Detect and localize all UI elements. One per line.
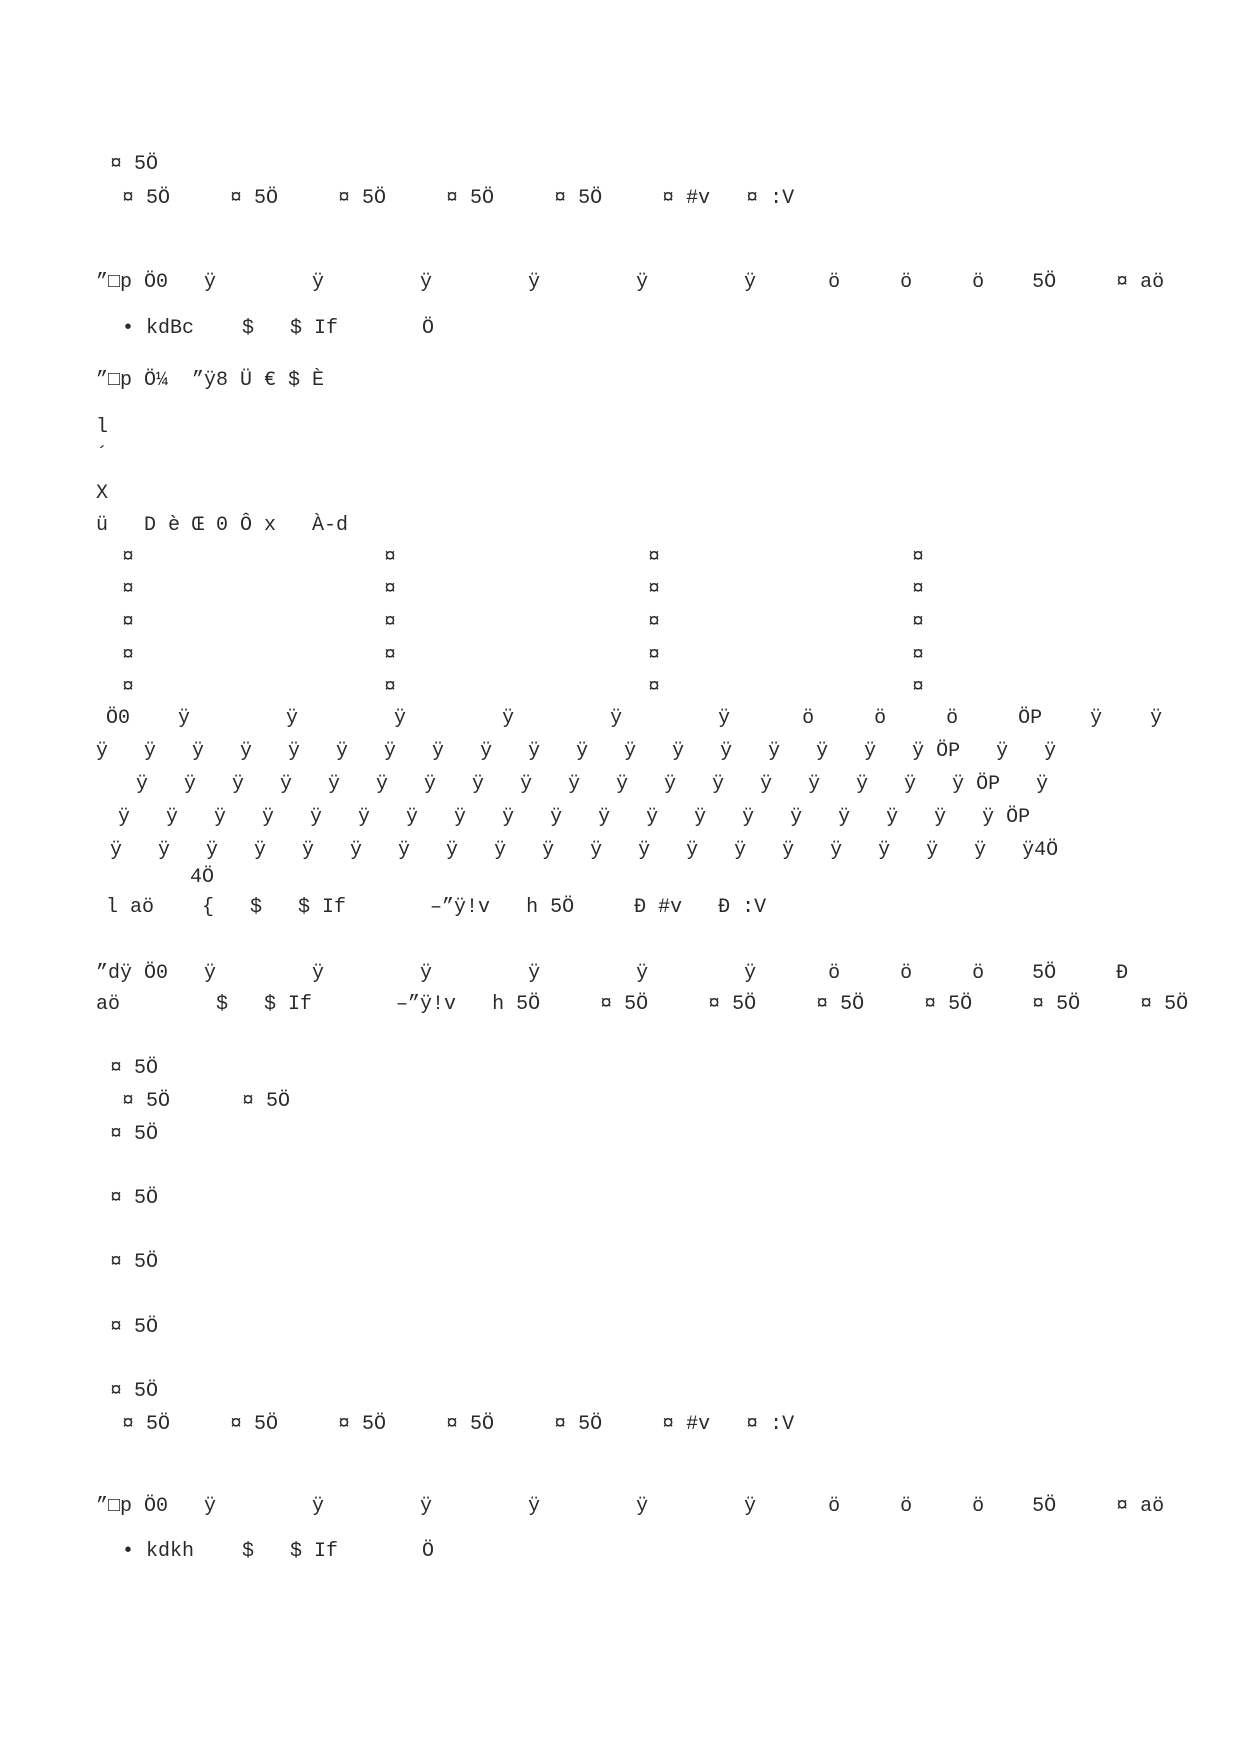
- symbol-cell: ¤: [122, 578, 135, 601]
- symbol-cell: ¤: [384, 644, 397, 667]
- symbol-cell: ¤: [648, 611, 661, 634]
- symbol-cell: ¤: [122, 546, 135, 569]
- symbol-cell: ¤: [648, 578, 661, 601]
- symbol-cell: ¤: [912, 578, 925, 601]
- symbol-cell: ¤: [384, 578, 397, 601]
- text-line: ÿ ÿ ÿ ÿ ÿ ÿ ÿ ÿ ÿ ÿ ÿ ÿ ÿ ÿ ÿ ÿ ÿ ÿ ÿ ÿ4Ö: [110, 839, 1059, 862]
- text-line: Ö0 ÿ ÿ ÿ ÿ ÿ ÿ ö ö ö ÖP ÿ ÿ: [106, 707, 1163, 730]
- text-line: ”□p Ö¼ ”ÿ8 Ü € $ È: [96, 369, 325, 392]
- text-line: ¤ 5Ö: [110, 153, 159, 176]
- text-line: X: [96, 482, 109, 505]
- text-line: ”□p Ö0 ÿ ÿ ÿ ÿ ÿ ÿ ö ö ö 5Ö ¤ aö: [96, 271, 1165, 294]
- symbol-cell: ¤: [122, 676, 135, 699]
- text-line: l: [96, 416, 109, 439]
- text-line: ÿ ÿ ÿ ÿ ÿ ÿ ÿ ÿ ÿ ÿ ÿ ÿ ÿ ÿ ÿ ÿ ÿ ÿ ÖP ÿ ÿ: [96, 740, 1057, 763]
- text-line: ¤ 5Ö: [110, 1251, 159, 1274]
- text-line: ÿ ÿ ÿ ÿ ÿ ÿ ÿ ÿ ÿ ÿ ÿ ÿ ÿ ÿ ÿ ÿ ÿ ÿ ÿ ÖP: [118, 806, 1031, 829]
- text-line: ¤ 5Ö: [110, 1187, 159, 1210]
- symbol-cell: ¤: [912, 676, 925, 699]
- bullet-line: • kdkh $ $ If Ö: [122, 1540, 435, 1563]
- text-line: ¤ 5Ö: [110, 1380, 159, 1403]
- text-line: ü D è Œ 0 Ô x À-d: [96, 514, 349, 537]
- symbol-cell: ¤: [912, 644, 925, 667]
- text-line: ¤ 5Ö ¤ 5Ö ¤ 5Ö ¤ 5Ö ¤ 5Ö ¤ #v ¤ :V: [122, 1413, 795, 1436]
- text-line: l aö { $ $ If –”ÿ!v h 5Ö Ð #v Ð :V: [106, 896, 767, 919]
- symbol-cell: ¤: [648, 676, 661, 699]
- text-line: ¤ 5Ö: [110, 1123, 159, 1146]
- symbol-cell: ¤: [648, 644, 661, 667]
- symbol-cell: ¤: [384, 611, 397, 634]
- text-line: ´: [96, 444, 109, 467]
- symbol-cell: ¤: [912, 546, 925, 569]
- symbol-cell: ¤: [912, 611, 925, 634]
- symbol-cell: ¤: [122, 611, 135, 634]
- symbol-cell: ¤: [122, 644, 135, 667]
- text-line: ¤ 5Ö: [110, 1057, 159, 1080]
- symbol-cell: ¤: [384, 546, 397, 569]
- text-line: aö $ $ If –”ÿ!v h 5Ö ¤ 5Ö ¤ 5Ö ¤ 5Ö ¤ 5Ö ¤ 5Ö ¤ 5Ö: [96, 993, 1189, 1016]
- text-line: ¤ 5Ö ¤ 5Ö: [122, 1090, 291, 1113]
- bullet-line: • kdBc $ $ If Ö: [122, 317, 435, 340]
- text-line: 4Ö: [190, 866, 215, 889]
- text-line: ÿ ÿ ÿ ÿ ÿ ÿ ÿ ÿ ÿ ÿ ÿ ÿ ÿ ÿ ÿ ÿ ÿ ÿ ÖP ÿ: [136, 773, 1049, 796]
- text-line: ¤ 5Ö: [110, 1316, 159, 1339]
- text-line: ”□p Ö0 ÿ ÿ ÿ ÿ ÿ ÿ ö ö ö 5Ö ¤ aö: [96, 1495, 1165, 1518]
- text-line: ”dÿ Ö0 ÿ ÿ ÿ ÿ ÿ ÿ ö ö ö 5Ö Ð: [96, 962, 1129, 985]
- symbol-cell: ¤: [648, 546, 661, 569]
- text-line: ¤ 5Ö ¤ 5Ö ¤ 5Ö ¤ 5Ö ¤ 5Ö ¤ #v ¤ :V: [122, 187, 795, 210]
- symbol-cell: ¤: [384, 676, 397, 699]
